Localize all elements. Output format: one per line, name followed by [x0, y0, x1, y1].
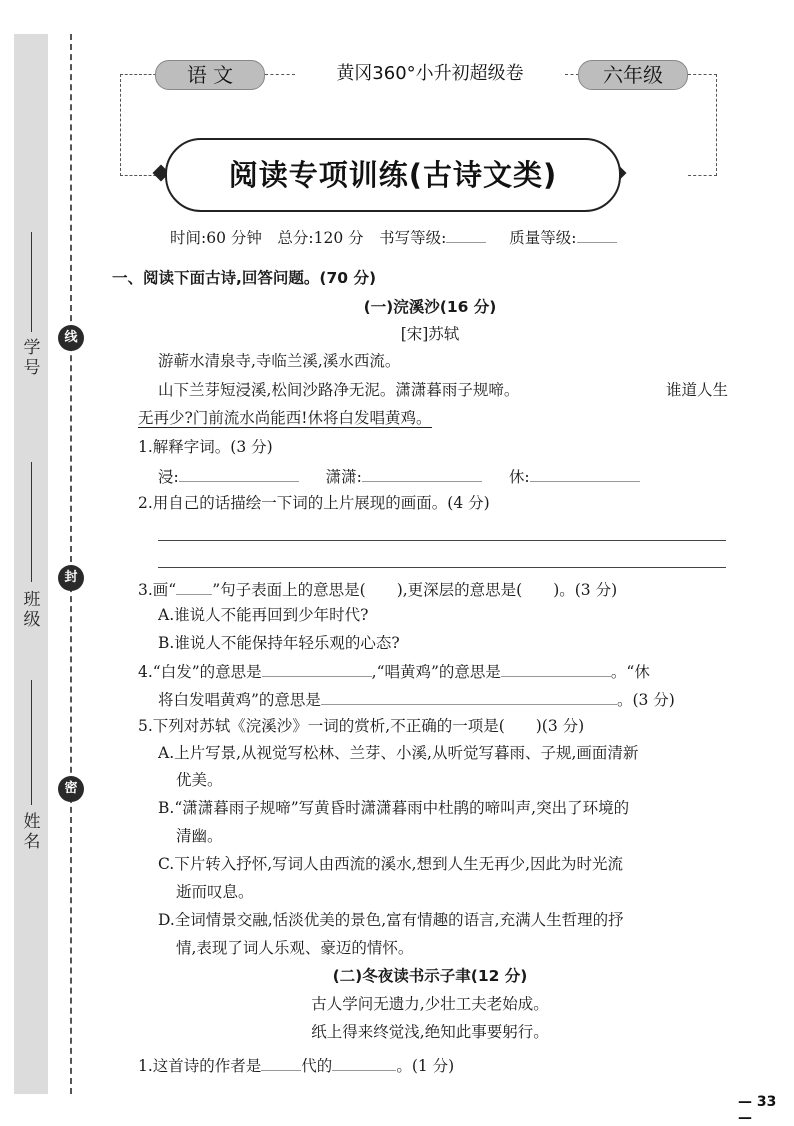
section-heading: 一、阅读下面古诗,回答问题。(70 分) — [112, 269, 377, 287]
seal-feng: 封 — [58, 565, 84, 591]
series-title: 黄冈360°小升初超级卷 — [336, 63, 524, 84]
poem2-line2: 纸上得来终觉浅,绝知此事要躬行。 — [311, 1023, 549, 1041]
name-blank — [31, 680, 32, 805]
poem2-title: (二)冬夜读书示子聿(12 分) — [332, 967, 528, 985]
q4-text-a: 4.“白发”的意思是 — [138, 663, 262, 681]
poem1-line1-text: 山下兰芽短浸溪,松间沙路净无泥。潇潇暮雨子规啼。 — [158, 381, 520, 399]
q4-line2 — [158, 688, 778, 710]
name-label: 姓名 — [23, 812, 41, 852]
q5-option-a-2: 优美。 — [176, 771, 223, 789]
q5-option-b-1: B.“潇潇暮雨子规啼”写黄昏时潇潇暮雨中杜鹃的啼叫声,突出了环境的 — [158, 799, 630, 817]
student-number-blank — [31, 232, 32, 332]
q1-items — [158, 465, 778, 487]
meta-text: 时间:60 分钟 总分:120 分 书写等级: — [170, 229, 447, 247]
header-frame-right — [688, 74, 717, 176]
p2-q1-blank-2[interactable] — [332, 1054, 396, 1071]
q1-b-blank[interactable] — [362, 465, 482, 482]
q3-text-a: 3.画“ — [138, 581, 177, 599]
student-number-label: 学号 — [23, 338, 41, 378]
writing-grade-blank[interactable] — [446, 226, 486, 243]
poem1-line1-end: 谁道人生 — [665, 381, 728, 399]
q4-text-e: 。(3 分) — [616, 691, 675, 709]
seal-xian: 线 — [58, 325, 84, 351]
poem1-title: (一)浣溪沙(16 分) — [363, 298, 497, 316]
q5-option-c-2: 逝而叹息。 — [176, 883, 254, 901]
q5-option-d-1: D.全词情景交融,恬淡优美的景色,富有情趣的语言,充满人生哲理的抒 — [158, 911, 624, 929]
q3-option-a: A.谁说人不能再回到少年时代? — [158, 606, 369, 624]
poem1-line2 — [138, 408, 758, 428]
seal-mi: 密 — [58, 776, 84, 802]
q2: 2.用自己的话描绘一下词的上片展现的画面。(4 分) — [138, 494, 490, 512]
q5-option-d-2: 情,表现了词人乐观、豪迈的情怀。 — [176, 939, 414, 957]
q4-text-c: 。“休 — [610, 663, 650, 681]
quality-grade-blank[interactable] — [577, 226, 617, 243]
header-frame-left — [120, 74, 161, 176]
q4-blank-1[interactable] — [262, 660, 372, 677]
poem1-preface: 游蕲水清泉寺,寺临兰溪,溪水西流。 — [158, 352, 401, 370]
meta-text-2: 质量等级: — [509, 229, 577, 247]
q4-blank-2[interactable] — [501, 660, 611, 677]
grade-badge: 六年级 — [578, 60, 688, 90]
poem1-line2-text: 无再少?门前流水尚能西!休将白发唱黄鸡。 — [138, 409, 432, 427]
q1-a-label: 浸: — [158, 468, 179, 486]
p2-q1-text-a: 1.这首诗的作者是 — [138, 1057, 262, 1075]
q4-text-d: 将白发唱黄鸡”的意思是 — [158, 691, 321, 709]
p2-q1 — [138, 1054, 758, 1076]
q3-text-b: ”句子表面上的意思是( ),更深层的意思是( )。(3 分) — [212, 581, 618, 599]
q5-option-a-1: A.上片写景,从视觉写松林、兰芽、小溪,从听觉写暮雨、子规,画面清新 — [158, 744, 639, 762]
p2-q1-text-c: 。(1 分) — [396, 1057, 455, 1075]
poem1-line1 — [158, 380, 728, 400]
p2-q1-text-b: 代的 — [301, 1057, 333, 1075]
q3-option-b: B.谁说人不能保持年轻乐观的心态? — [158, 634, 400, 652]
q1-b-label: 潇潇: — [325, 468, 362, 486]
q5: 5.下列对苏轼《浣溪沙》一词的赏析,不正确的一项是( )(3 分) — [138, 717, 585, 735]
page-title: 阅读专项训练(古诗文类) — [165, 138, 621, 212]
cut-line — [70, 34, 72, 1094]
q5-option-b-2: 清幽。 — [176, 827, 223, 845]
header-dash-2 — [565, 74, 579, 75]
q4-line1 — [138, 660, 758, 682]
q4-text-b: ,“唱黄鸡”的意思是 — [371, 663, 501, 681]
page-number: — 33 — — [738, 1094, 777, 1126]
q1-a-blank[interactable] — [179, 465, 299, 482]
q1-c-label: 休: — [508, 468, 530, 486]
exam-meta — [170, 226, 790, 248]
class-label: 班级 — [23, 590, 41, 630]
poem2-line1: 古人学问无遗力,少壮工夫老始成。 — [311, 995, 549, 1013]
q2-answer-line-1[interactable] — [158, 540, 726, 541]
class-blank — [31, 462, 32, 582]
q1-c-blank[interactable] — [530, 465, 640, 482]
q3 — [138, 578, 758, 600]
p2-q1-blank-1[interactable] — [261, 1054, 301, 1071]
q4-blank-3[interactable] — [321, 688, 617, 705]
q1: 1.解释字词。(3 分) — [138, 438, 273, 456]
q3-mark-blank[interactable] — [176, 578, 212, 595]
q2-answer-line-2[interactable] — [158, 567, 726, 568]
subject-badge: 语 文 — [155, 60, 265, 90]
q5-option-c-1: C.下片转入抒怀,写词人由西流的溪水,想到人生无再少,因此为时光流 — [158, 855, 624, 873]
header-dash-1 — [265, 74, 295, 75]
poem1-author: [宋]苏轼 — [400, 325, 460, 343]
